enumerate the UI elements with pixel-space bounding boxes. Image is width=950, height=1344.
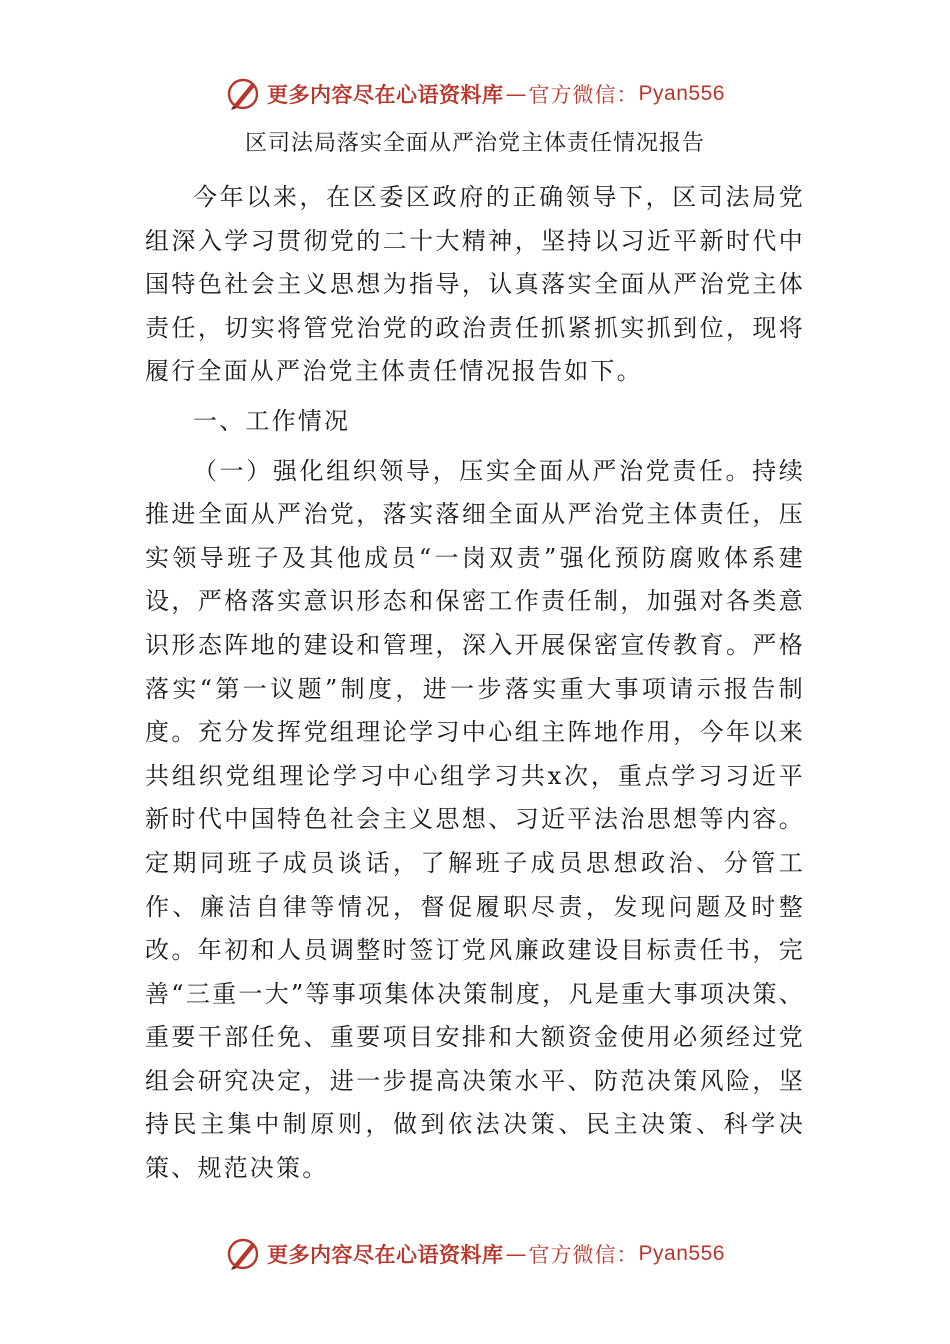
- pen-logo-icon: [225, 76, 261, 112]
- document-title: 区司法局落实全面从严治党主体责任情况报告: [244, 131, 705, 156]
- document-body: [145, 176, 805, 1191]
- watermark-wechat-id: Pyan556: [638, 1242, 725, 1265]
- watermark-header: [0, 72, 950, 116]
- watermark-brand: 更多内容尽在心语资料库: [267, 1242, 504, 1267]
- watermark-brand: 更多内容尽在心语资料库: [267, 82, 504, 107]
- section-heading: 一、工作情况: [193, 406, 351, 435]
- watermark-wechat-label: 官方微信：: [528, 83, 639, 107]
- watermark-separator: —: [505, 82, 527, 106]
- watermark-footer: [0, 1232, 950, 1276]
- watermark-separator: —: [505, 1242, 527, 1266]
- intro-paragraph: 今年以来，在区委区政府的正确领导下，区司法局党组深入学习贯彻党的二十大精神，坚持以习近平新时代中国特色社会主义思想为指导，认真落实全面从严治党主体责任，切实将管党治党的政治责任抓紧抓实抓到位，现将履行全面从严治党主体责任情况报告如下。: [145, 183, 805, 386]
- section-paragraph: （一）强化组织领导，压实全面从严治党责任。持续推进全面从严治党，落实落细全面从严治党主体责任，压实领导班子及其他成员“一岗双责”强化预防腐败体系建设，严格落实意识形态和保密工作责任制，加强对各类意识形态阵地的建设和管理，深入开展保密宣传教育。严格落实“第一议题”制度，进一步落实重大事项请示报告制度。充分发挥党组理论学习中心组主阵地作用，今年以来共组织党组理论学习中心组学习共x次，重点学习习近平新时代中国特色社会主义思想、习近平法治思想等内容。定期同班子成员谈话，了解班子成员思想政治、分管工作、廉洁自律等情况，督促履职尽责，发现问题及时整改。年初和人员调整时签订党风廉政建设目标责任书，完善“三重一大”等事项集体决策制度，凡是重大事项决策、重要干部任免、重要项目安排和大额资金使用必须经过党组会研究决定，进一步提高决策水平、防范决策风险，坚持民主集中制原则，做到依法决策、民主决策、科学决策、规范决策。: [145, 456, 805, 1183]
- watermark-wechat-label: 官方微信：: [528, 1243, 639, 1267]
- pen-logo-icon: [225, 1236, 261, 1272]
- watermark-wechat-id: Pyan556: [638, 82, 725, 105]
